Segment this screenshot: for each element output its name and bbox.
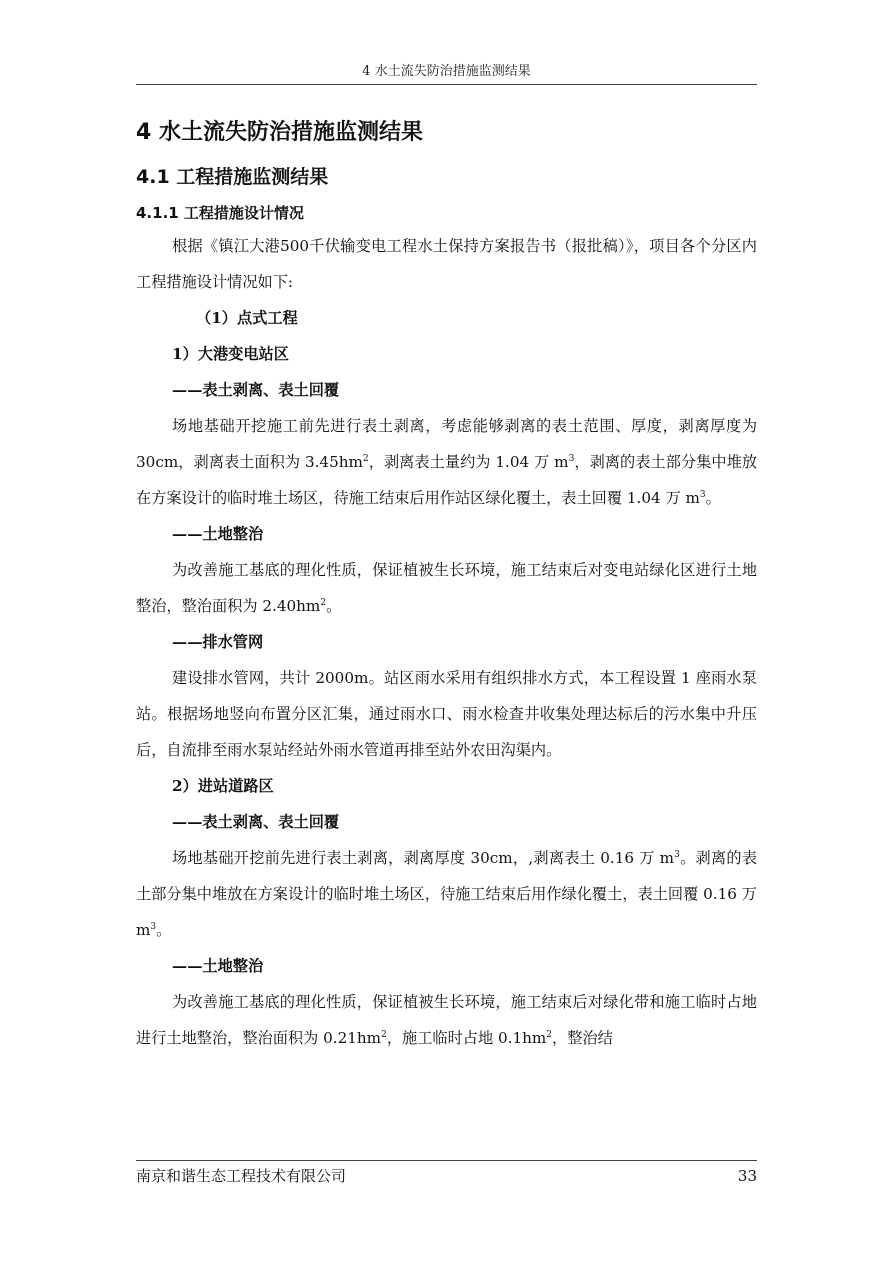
area2-measure2-text: 为改善施工基底的理化性质，保证植被生长环境，施工结束后对绿化带和施工临时占地进行土地整治，整治面积为 $0.21hm^2$，施工临时占地 $0.1hm^2$，整治结 <box>136 993 757 1047</box>
section-title: 4.1 工程措施监测结果 <box>136 166 329 188</box>
area1-measure3-title: ——排水管网 <box>172 633 264 651</box>
area2-measure2-title: ——土地整治 <box>172 957 264 975</box>
footer-divider <box>136 1160 757 1161</box>
subsection-title: 4.1.1 工程措施设计情况 <box>136 204 304 222</box>
chapter-title: 4 水土流失防治措施监测结果 <box>136 120 423 145</box>
header-divider <box>136 84 757 85</box>
page-number: 33 <box>737 1167 757 1185</box>
area1-measure1-text: 场地基础开挖施工前先进行表土剥离，考虑能够剥离的表土范围、厚度，剥离厚度为 30cm，剥离表土面积为 $3.45hm^2$，剥离表土量约为 1.04 万 $m^3$，剥离的表土部分集中堆放在方案设计的临时堆土场区，待施工结束后用作站区绿化覆土，表土回覆 1.04 万 $m^3$。 <box>136 417 758 507</box>
area1-measure2-text: 为改善施工基底的理化性质，保证植被生长环境，施工结束后对变电站绿化区进行土地整治，整治面积为 $2.40hm^2$。 <box>136 561 757 615</box>
area1-title: 1）大港变电站区 <box>172 345 289 363</box>
intro-paragraph: 根据《镇江大港500千伏输变电工程水土保持方案报告书（报批稿）》，项目各个分区内工程措施设计情况如下: <box>136 237 757 291</box>
area2-measure1-title: ——表土剥离、表土回覆 <box>172 813 340 831</box>
area2-measure1-text: 场地基础开挖前先进行表土剥离，剥离厚度 30cm，,剥离表土 0.16 万 $m^3$。剥离的表土部分集中堆放在方案设计的临时堆土场区，待施工结束后用作绿化覆土，表土回覆 0.16 万 $m^3$。 <box>136 849 758 939</box>
footer-company: 南京和谐生态工程技术有限公司 <box>136 1167 347 1185</box>
part1-title: （1）点式工程 <box>196 309 298 327</box>
running-header: 4 水土流失防治措施监测结果 <box>362 64 531 79</box>
area1-measure3-text: 建设排水管网，共计 2000m。站区雨水采用有组织排水方式，本工程设置 1 座雨水泵站。根据场地竖向布置分区汇集，通过雨水口、雨水检查井收集处理达标后的污水集中升压后，自流排至雨水泵站经站外雨水管道再排至站外农田沟渠内。 <box>136 669 757 759</box>
area2-title: 2）进站道路区 <box>172 777 274 795</box>
area1-measure1-title: ——表土剥离、表土回覆 <box>172 381 340 399</box>
area1-measure2-title: ——土地整治 <box>172 525 264 543</box>
page-body <box>136 112 757 1056</box>
